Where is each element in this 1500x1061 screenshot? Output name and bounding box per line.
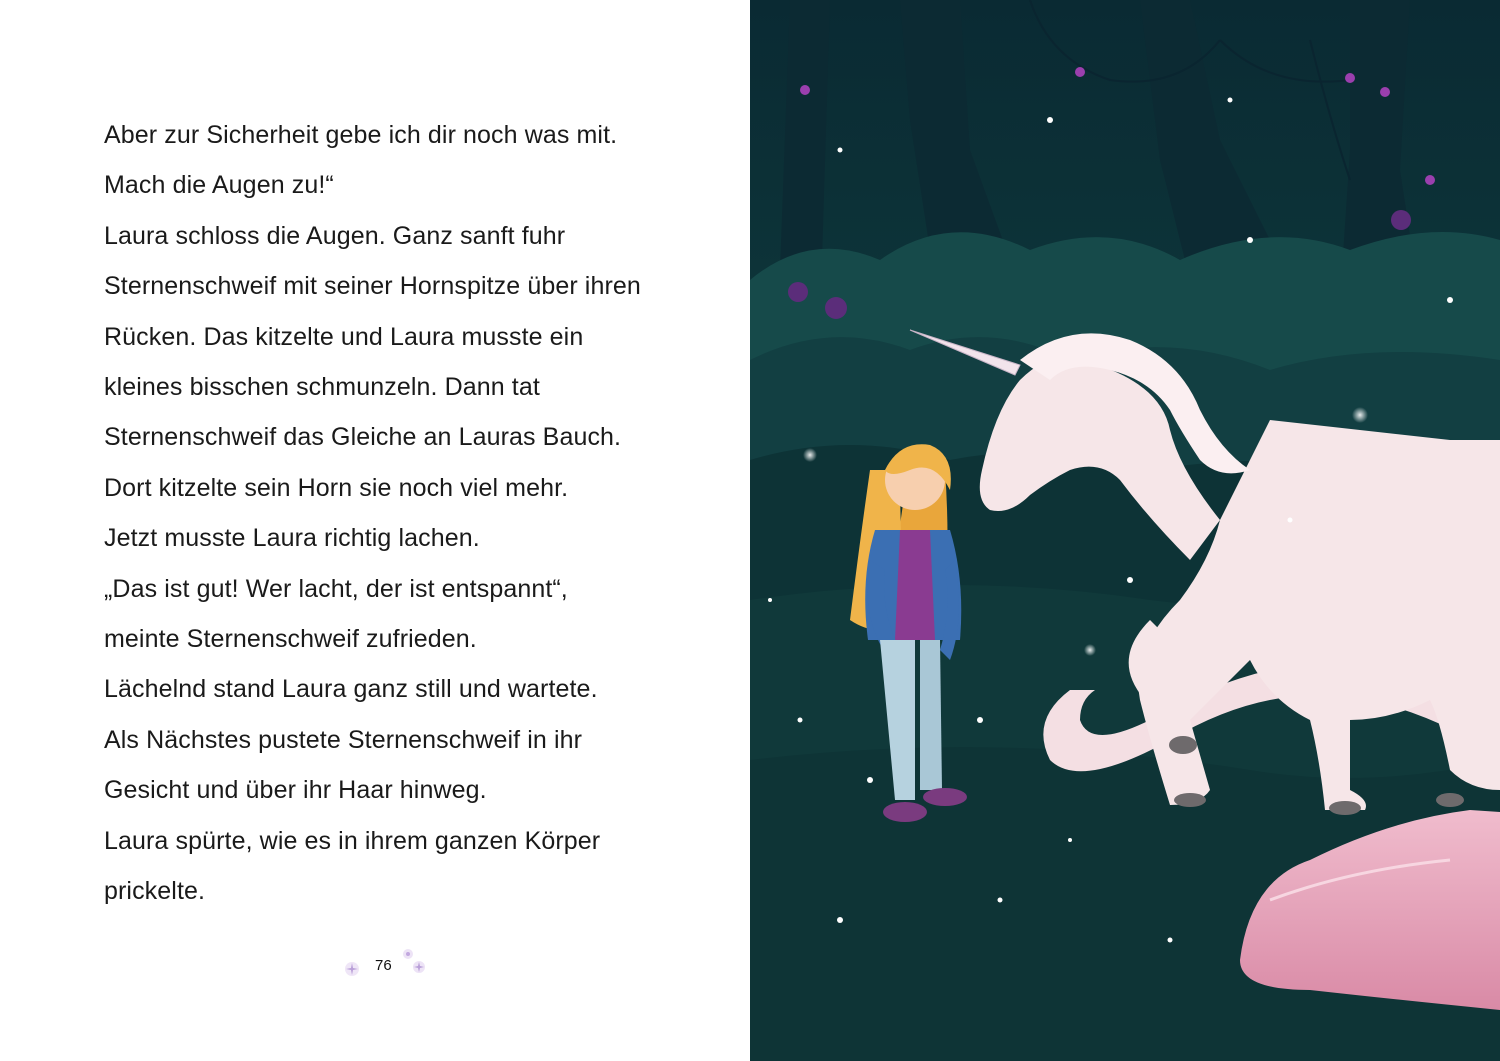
text-line: Mach die Augen zu!“	[104, 171, 334, 200]
page-number-area	[340, 948, 430, 988]
text-line: Aber zur Sicherheit gebe ich dir noch was mit.	[104, 121, 618, 149]
text-line: Rücken. Das kitzelte und Laura musste ein	[104, 322, 584, 351]
text-line: meinte Sternenschweif zufrieden.	[104, 625, 477, 654]
text-line: Lächelnd stand Laura ganz still und wartete.	[104, 675, 598, 704]
text-line: Laura schloss die Augen. Ganz sanft fuhr	[104, 221, 566, 250]
text-line: „Das ist gut! Wer lacht, der ist entspannt“,	[104, 574, 568, 603]
text-line: Sternenschweif mit seiner Hornspitze über ihren	[104, 272, 641, 301]
text-line: Laura spürte, wie es in ihrem ganzen Körper	[104, 826, 601, 855]
text-line: kleines bisschen schmunzeln. Dann tat	[104, 373, 540, 402]
page-number: 76	[375, 957, 392, 974]
illustration	[750, 0, 1500, 1061]
text-line: Dort kitzelte sein Horn sie noch viel mehr.	[104, 473, 569, 502]
text-line: prickelte.	[104, 877, 206, 906]
sparkle-icon	[402, 948, 414, 960]
text-line: Sternenschweif das Gleiche an Lauras Bauch.	[104, 423, 622, 452]
story-text	[104, 110, 724, 917]
night-forest-scene	[750, 0, 1500, 1061]
sparkle-icon	[412, 960, 426, 974]
text-line: Gesicht und über ihr Haar hinweg.	[104, 776, 487, 805]
text-line: Jetzt musste Laura richtig lachen.	[104, 524, 480, 553]
text-line: Als Nächstes pustete Sternenschweif in ihr	[104, 725, 583, 754]
sparkle-icon	[343, 960, 361, 978]
